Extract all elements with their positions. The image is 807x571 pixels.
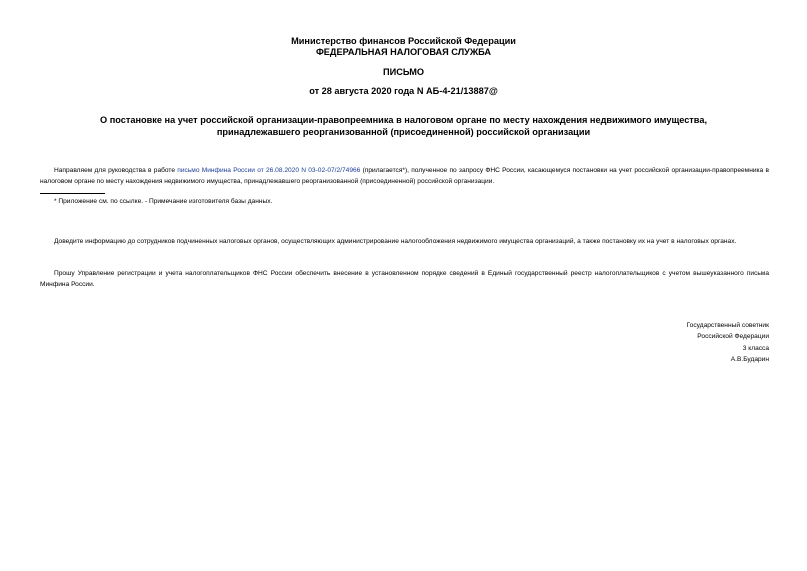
document-type: ПИСЬМО (382, 67, 425, 77)
signature-rank-line-3: 3 класса (742, 344, 769, 352)
footnote-divider (40, 193, 105, 194)
paragraph-1 (40, 165, 769, 187)
signature-rank-line-2: Российской Федерации (697, 333, 769, 341)
paragraph-3: Прошу Управление регистрации и учета налогоплательщиков ФНС России обеспечить внесение в установленном порядке сведений в Единый государственный реестр налогоплательщиков с учетом вышеуказанного письма Минфина России. (40, 270, 769, 289)
footnote: * Приложение см. по ссылке. - Примечание изготовителя базы данных. (54, 198, 273, 205)
signature-block (687, 320, 769, 365)
document-header (0, 36, 807, 58)
minfin-letter-link[interactable]: письмо Минфина России от 26.08.2020 N 03-02-07/2/74966 (177, 167, 361, 174)
paragraph-1-end: (прилагается*), полученное по запросу ФНС России, касающемуся постановки на учет российской организации-правопреемника в налоговом органе по месту нахождения недвижимого имущества, принадлежавшего реорганизованной (присоединенной) российской организации. (40, 167, 769, 186)
ministry-name: Министерство финансов Российской Федерации (291, 36, 516, 46)
paragraph-1-start: Направляем для руководства в работе (54, 167, 178, 174)
signature-rank-line-1: Государственный советник (686, 322, 769, 329)
signatory-name: А.В.Бударин (730, 355, 769, 363)
paragraph-2: Доведите информацию до сотрудников подчиненных налоговых органов, осуществляющих администрирование налогообложения недвижимого имущества организаций, а также постановку их на учет в налоговых органах. (54, 238, 737, 245)
document-title: О постановке на учет российской организации-правопреемника в налоговом органе по месту нахождения недвижимого имущества, принадлежавшего реорганизованной (присоединенной) российской организации (100, 115, 707, 137)
service-name: ФЕДЕРАЛЬНАЯ НАЛОГОВАЯ СЛУЖБА (315, 47, 492, 57)
document-date-number: от 28 августа 2020 года N АБ-4-21/13887@ (309, 86, 498, 96)
